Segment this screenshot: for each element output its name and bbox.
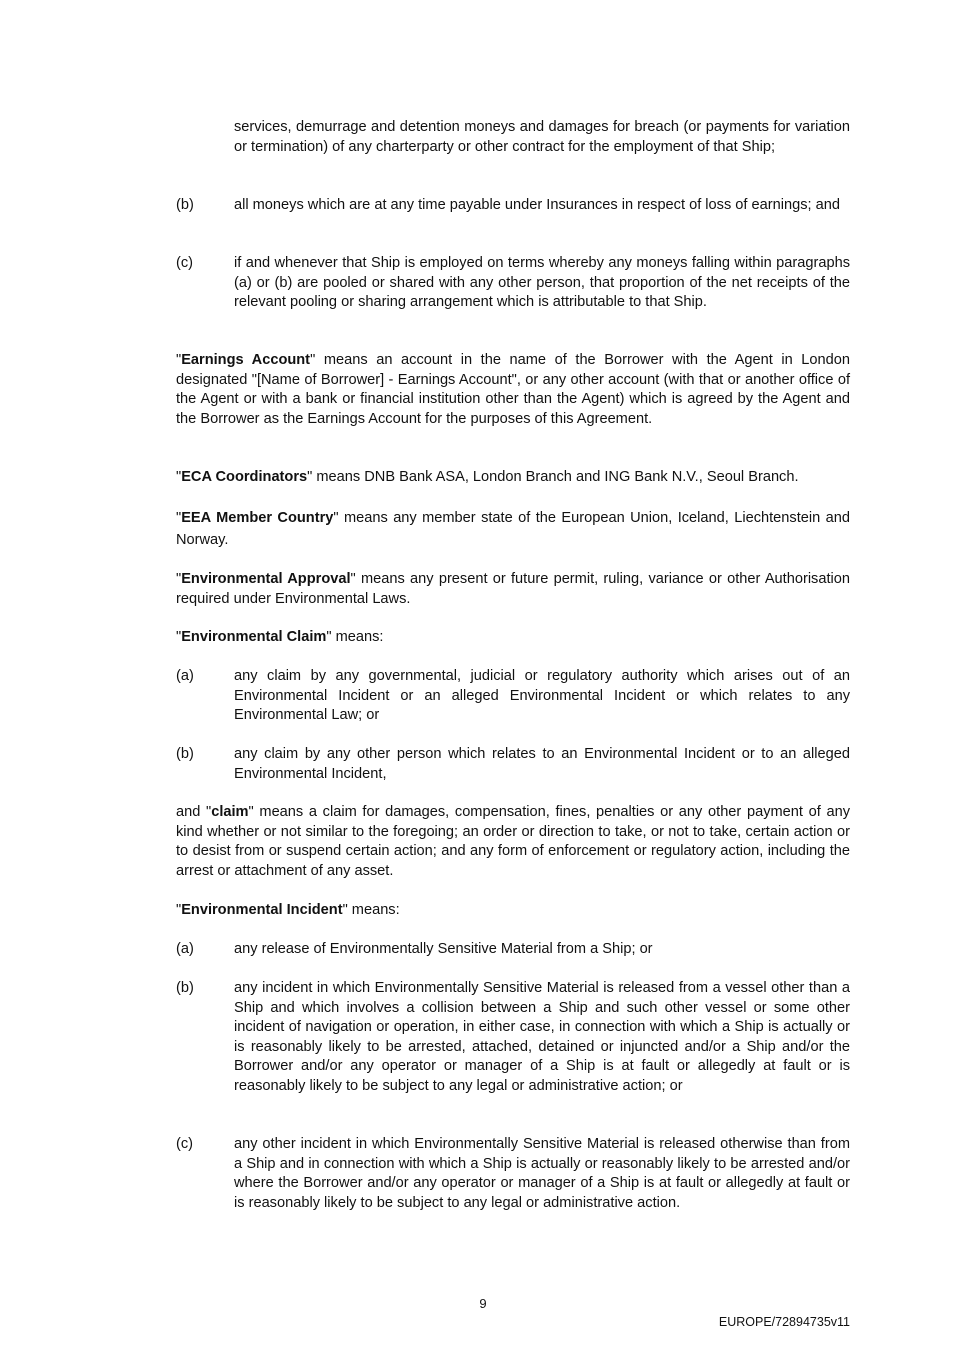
document-reference: EUROPE/72894735v11 <box>718 1315 850 1329</box>
defined-term: claim <box>211 804 249 820</box>
incident-item-label: (b) <box>176 980 194 996</box>
defined-term: Environmental Approval <box>181 571 351 587</box>
incident-item-label: (a) <box>176 941 194 957</box>
definition-text: means: <box>347 902 400 918</box>
defined-term: ECA Coordinators <box>181 469 308 485</box>
definition-text: means any present or future permit, ruling, variance or other Authorisation required under Environmental Laws. <box>176 571 850 607</box>
defined-term: Environmental Claim <box>181 629 327 645</box>
claim-item-text: any claim by any governmental, judicial or regulatory authority which arises out of an Environmental Incident or an alleged Environmental Incident or which relates to any Environmental Law; or <box>234 668 850 723</box>
incident-item-text: any release of Environmentally Sensitive Material from a Ship; or <box>234 941 653 957</box>
definition-text: means any member state of the European Union, Iceland, Liechtenstein and Norway. <box>176 510 850 548</box>
definition-eea-member-country: "EEA Member Country" means any member state of the European Union, Iceland, Liechtenstein and Norway. <box>176 510 850 548</box>
incident-item-label: (c) <box>176 1136 194 1152</box>
definition-claim: and "claim" means a claim for damages, compensation, fines, penalties or any other payment of any kind whether or not similar to the foregoing; an order or direction to take, or not to take, certain action or to desist from or suspend certain action; and any form of enforcement or regulatory action, including the arrest or attachment of any asset. <box>176 804 850 879</box>
definition-environmental-claim: "Environmental Claim" means: <box>176 629 384 645</box>
definition-text: " means a claim for damages, compensation, fines, penalties or any other payment of any kind whether or not similar to the foregoing; an order or direction to take, or not to take, certain action or to desist from or suspend certain action; and any form of enforcement or regulatory action, including the arrest or attachment of any asset. <box>176 804 850 879</box>
claim-item-text: any claim by any other person which relates to an Environmental Incident or to an alleged Environmental Incident, <box>234 746 850 782</box>
page-number: 9 <box>479 1296 487 1311</box>
definition-text: means an account in the name of the Borrower with the Agent in London designated "[Name of Borrower] - Earnings Account", or any other account (with that or another office of the Agent or with a bank or financial institution other than the Agent) which is agreed by the Agent and the Borrower as the Earnings Account for the purposes of this Agreement. <box>176 352 850 427</box>
claim-item-label: (b) <box>176 746 194 762</box>
claim-item-label: (a) <box>176 668 194 684</box>
earnings-item-text: all moneys which are at any time payable under Insurances in respect of loss of earnings; and <box>234 197 840 213</box>
definition-environmental-approval: "Environmental Approval" means any present or future permit, ruling, variance or other Authorisation required under Environmental Laws. <box>176 571 850 607</box>
incident-item-text: any incident in which Environmentally Sensitive Material is released from a vessel other than a Ship and which involves a collision between a Ship and such other vessel or some other incident of navigation or operation, in either case, in connection with which a Ship is actually or is reasonably likely to be arrested, attached, detained or injuncted and/or a Ship and/or the Borrower and/or any operator or manager of a Ship is at fault or allegedly at fault or is reasonably likely to be subject to any legal or administrative action; or <box>234 980 850 1094</box>
earnings-item-label: (c) <box>176 255 194 271</box>
defined-term: Earnings Account <box>181 352 311 368</box>
earnings-item-text: if and whenever that Ship is employed on terms whereby any moneys falling within paragraphs (a) or (b) are pooled or shared with any other person, that proportion of the net receipts of the relevant pooling or sharing arrangement which is attributable to that Ship. <box>234 255 850 310</box>
definition-text: means: <box>331 629 384 645</box>
definition-text: means DNB Bank ASA, London Branch and ING Bank N.V., Seoul Branch. <box>312 469 799 485</box>
earnings-intro-continuation: services, demurrage and detention moneys and damages for breach (or payments for variation or termination) of any charterparty or other contract for the employment of that Ship; <box>234 119 850 155</box>
definition-eca-coordinators: "ECA Coordinators" means DNB Bank ASA, London Branch and ING Bank N.V., Seoul Branch. <box>176 469 799 485</box>
defined-term: EEA Member Country <box>181 510 334 526</box>
definition-earnings-account: "Earnings Account" means an account in the name of the Borrower with the Agent in London designated "[Name of Borrower] - Earnings Account", or any other account (with that or another office of the Agent or with a bank or financial institution other than the Agent) which is agreed by the Agent and the Borrower as the Earnings Account for the purposes of this Agreement. <box>176 352 850 427</box>
defined-term: Environmental Incident <box>181 902 343 918</box>
earnings-item-label: (b) <box>176 197 194 213</box>
incident-item-text: any other incident in which Environmentally Sensitive Material is released otherwise than from a Ship and in connection with which a Ship is actually or reasonably likely to be arrested and/or where the Borrower and/or any operator or manager of a Ship is at fault or allegedly at fault or is reasonably likely to be subject to any legal or administrative action. <box>234 1136 850 1211</box>
definition-environmental-incident: "Environmental Incident" means: <box>176 902 400 918</box>
